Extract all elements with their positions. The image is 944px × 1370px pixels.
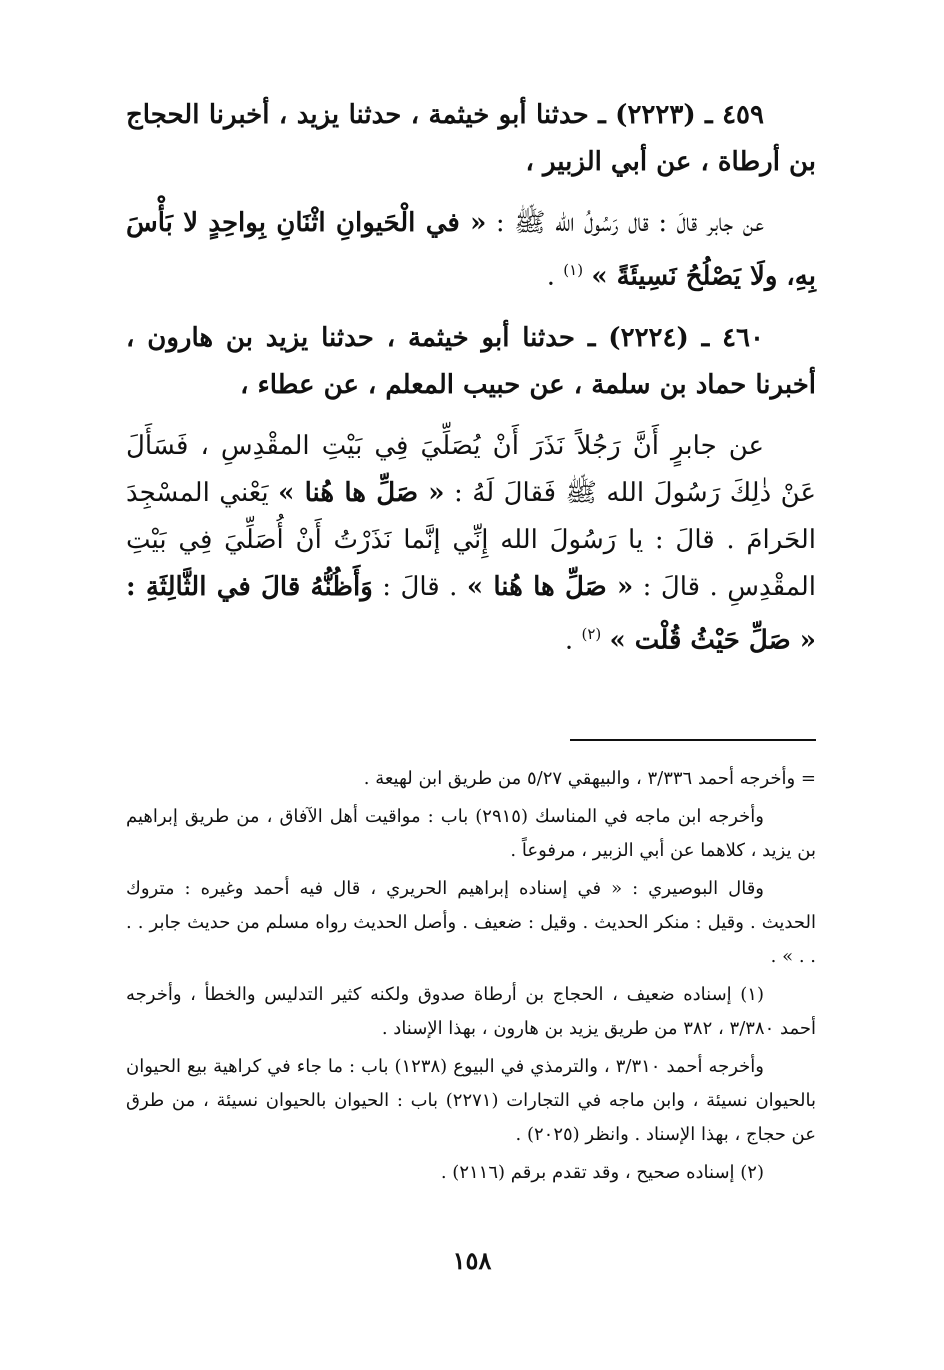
- hadith-460-part-a: عن جابرٍ أَنَّ رَجُلاً نَذَرَ أَنْ يُصَلِّيَ فِي بَيْتِ المقْدِسِ ، فَسَأَلَ عَنْ ذٰلِكَ رَسُولَ الله ﷺ فَقالَ لَهُ :: [126, 430, 816, 508]
- hadith-459-lead: عن جابر قالَ : قال رَسُولُ الله ﷺ :: [486, 208, 765, 238]
- hadith-459-isnad: ٤٥٩ ـ (٢٢٢٣) ـ حدثنا أبو خيثمة ، حدثنا يزيد ، أخبرنا الحجاج بن أرطاة ، عن أبي الزبير ،: [126, 100, 816, 177]
- hadith-460-isnad: ٤٦٠ ـ (٢٢٢٤) ـ حدثنا أبو خيثمة ، حدثنا يزيد بن هارون ، أخبرنا حماد بن سلمة ، عن حبيب المعلم ، عن عطاء ،: [126, 322, 816, 400]
- footnotes: [126, 762, 816, 1190]
- footnote-divider: [570, 739, 816, 741]
- hadith-460-chain: [126, 315, 816, 409]
- footnote-ibn-majah: وأخرجه ابن ماجه في المناسك (٢٩١٥) باب : مواقيت أهل الآفاق ، من طريق إبراهيم بن يزيد ، كلاهما عن أبي الزبير ، مرفوعاً .: [126, 806, 816, 861]
- hadith-460-part-c: يَعْني المسْجِدَ الحَرامَ . قالَ : يا رَسُولَ الله إِنِّي إنَّما نَذَرْتُ أَنْ أُصَلِّيَ فِي بَيْتِ المقْدِسِ . قالَ :: [126, 477, 816, 602]
- footnote-1: (١) إسناده ضعيف ، الحجاج بن أرطاة صدوق ولكنه كثير التدليس والخطأ ، وأخرجه أحمد ٣/٣٨٠ ، ٣٨٢ من طريق يزيد بن هارون ، بهذا الإسناد .: [126, 984, 816, 1039]
- hadith-459-quote: « في الْحَيوانِ اثْنَانِ بِواحِدٍ لا بَأْسَ بِهِ، ولَا يَصْلُحُ نَسِيئَةً »: [126, 208, 816, 292]
- hadith-460-quote-1: « صَلِّ ها هُنا »: [278, 477, 445, 508]
- hadith-460-quote-2: « صَلِّ ها هُنا »: [466, 571, 634, 602]
- hadith-460-end: .: [564, 625, 582, 656]
- footnote-ref-2: (٢): [581, 624, 602, 643]
- footnote-busiri: وقال البوصيري : « في إسناده إبراهيم الحريري ، قال فيه أحمد وغيره : متروك الحديث . وقيل : منكر الحديث . وقيل : ضعيف . وأصل الحديث رواه مسلم من حديث جابر . . . . » .: [126, 878, 816, 967]
- hadith-459-chain: [126, 92, 816, 186]
- page-number: ١٥٨: [452, 1246, 492, 1275]
- footnote-ref-1: (١): [563, 261, 584, 279]
- footnote-continuation: = وأخرجه أحمد ٣/٣٣٦ ، والبيهقي ٥/٢٧ من طريق ابن لهيعة .: [363, 768, 816, 789]
- hadith-text: [126, 92, 816, 664]
- hadith-460-matn: [126, 423, 816, 665]
- hadith-460-quote-3: وَأَظُنُّهُ قالَ في الثَّالِثَةِ : « صَلِّ حَيْثُ قُلْت »: [126, 571, 816, 656]
- hadith-459-end: .: [546, 261, 564, 292]
- hadith-460-part-e: . قالَ :: [372, 571, 467, 602]
- footnote-2: (٢) إسناده صحيح ، وقد تقدم برقم (٢١١٦) .: [440, 1162, 764, 1183]
- footnote-1-continued: وأخرجه أحمد ٣/٣١٠ ، والترمذي في البيوع (١٢٣٨) باب : ما جاء في كراهية بيع الحيوان بالحيوان نسيئة ، وابن ماجه في التجارات (٢٢٧١) باب : الحيوان بالحيوان نسيئة ، من طرق عن حجاج ، بهذا الإسناد . وانظر (٢٠٢٥) .: [126, 1056, 816, 1145]
- hadith-459-matn: [126, 200, 816, 301]
